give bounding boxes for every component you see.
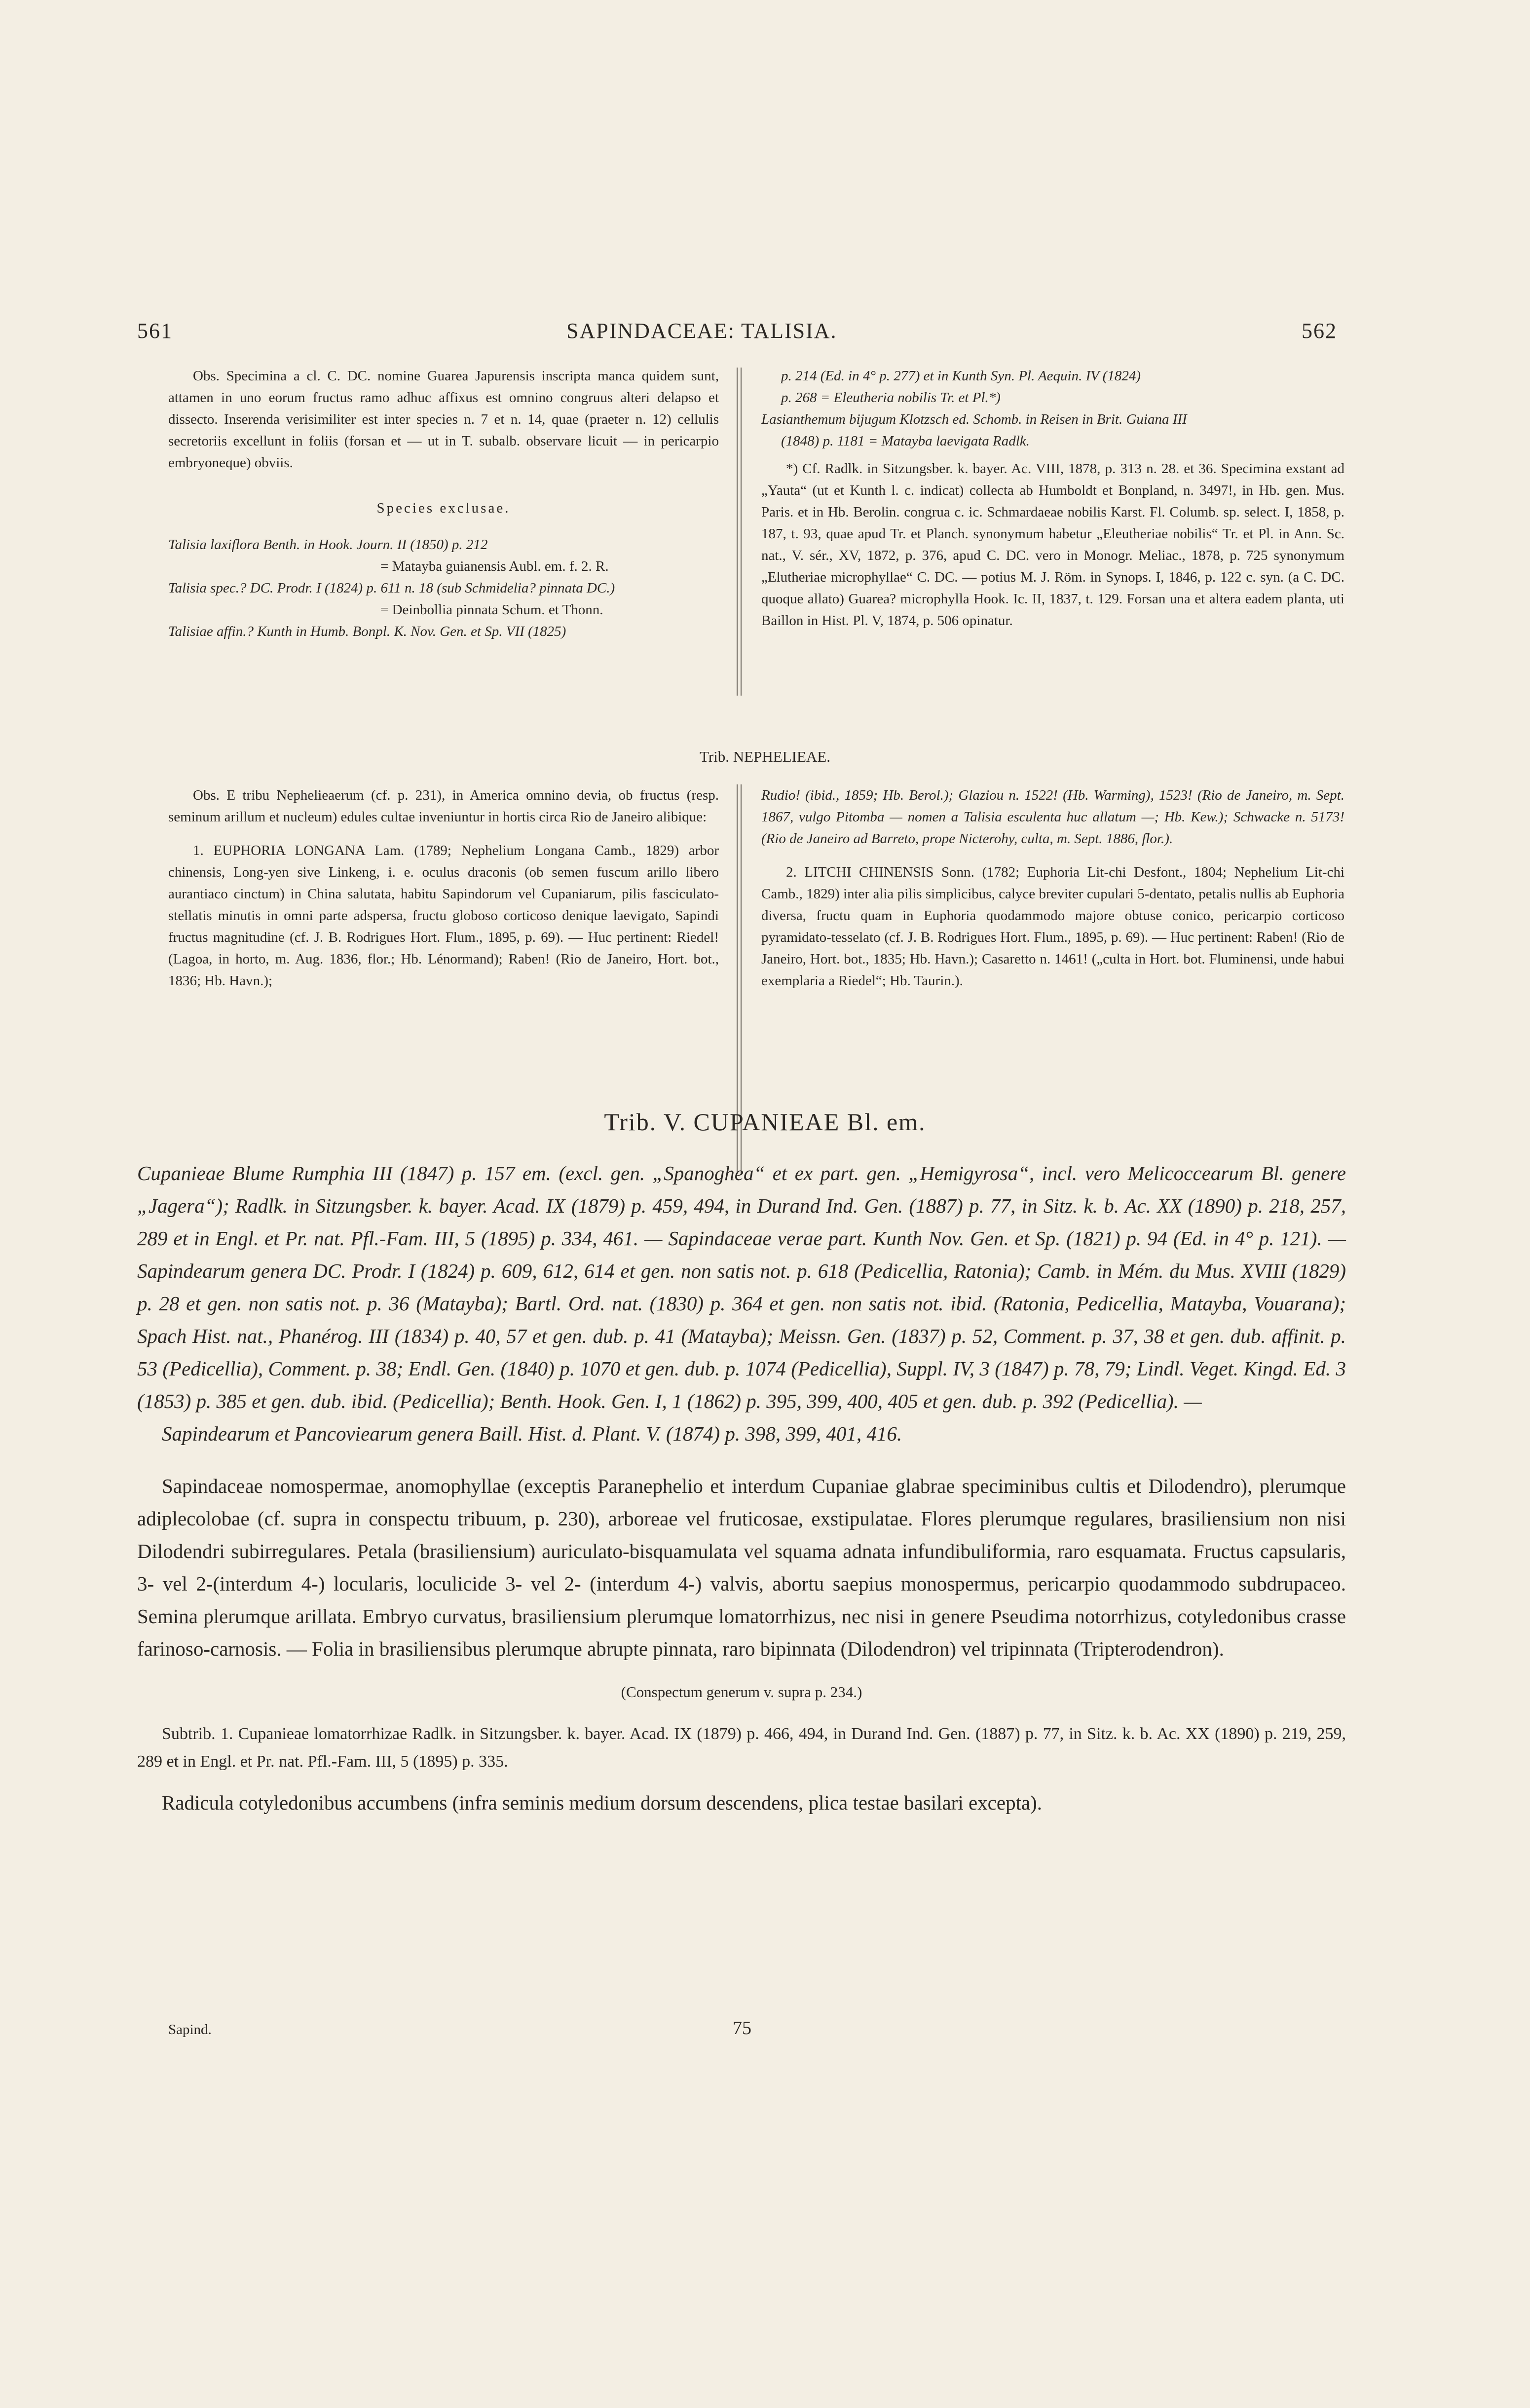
conspectum-note: (Conspectum generum v. supra p. 234.) — [621, 1683, 862, 1701]
excluded-species-1-synonym: = Matayba guianensis Aubl. em. f. 2. R. — [380, 558, 609, 574]
cupanieae-heading: Trib. V. CUPANIEAE Bl. em. — [604, 1108, 926, 1136]
radicula-sentence: Radicula cotyledonibus accumbens (infra seminis medium dorsum descendens, plica testae basilari excepta). — [162, 1791, 1043, 1814]
column-rule — [737, 368, 738, 696]
nephelieae-left-column — [168, 784, 719, 992]
excluded-species-2: Talisia spec.? DC. Prodr. I (1824) p. 611 n. 18 (sub Schmidelia? pinnata DC.) — [168, 580, 615, 596]
page-number-left: 561 — [137, 319, 173, 343]
nephelieae-heading: Trib. NEPHELIEAE. — [700, 748, 830, 765]
excluded-species-3: Talisiae affin.? Kunth in Humb. Bonpl. K. Nov. Gen. et Sp. VII (1825) — [168, 624, 566, 639]
excluded-species-1: Talisia laxiflora Benth. in Hook. Journ. II (1850) p. 212 — [168, 537, 488, 553]
cupanieae-synonymy-continued: Sapindearum et Pancoviearum genera Baill. Hist. d. Plant. V. (1874) p. 398, 399, 401, 416. — [162, 1422, 902, 1445]
nephelieae-right-column — [761, 784, 1344, 992]
page-number-right: 562 — [1302, 319, 1337, 343]
cupanieae-description: Sapindaceae nomospermae, anomophyllae (exceptis Paranephelio et interdum Cupaniae glabrae speciminibus cultis et Dilodendro), plerumque adiplecolobae (cf. supra in conspectu tribuum, p. 230), arboreae vel fruticosae, exstipulatae. Flores plerumque regulares, brasiliensium non nisi Dilodendri subirregulares. Petala (brasiliensium) auriculato-bisquamulata vel squama adnata infundibuliformia, raro esquamata. Fructus capsularis, 3- vel 2-(interdum 4-) locularis, loculicide 3- vel 2- (interdum 4-) valvis, abortu saepius monospermus, pericarpio quodammodo subdrupaceo. Semina plerumque arillata. Embryo curvatus, brasiliensium plerumque lomatorrhizus, nec nisi in genere Pseudima notorrhizus, cotyledonibus crasse farinoso-carnosis. — Folia in brasiliensibus plerumque abrupte pinnata, raro bipinnata (Dilodendron) vel tripinnata (Tripterodendron). — [137, 1475, 1346, 1660]
subtribe-1-heading: Subtrib. 1. Cupanieae lomatorrhizae Radlk. in Sitzungsber. k. bayer. Acad. IX (1879) p. 466, 494, in Durand Ind. Gen. (1887) p. 77, in Sitz. k. b. Ac. XX (1890) p. 219, 259, 289 et in Engl. et Pr. nat. Pfl.-Fam. III, 5 (1895) p. 335. — [137, 1725, 1346, 1771]
footnote: *) Cf. Radlk. in Sitzungsber. k. bayer. Ac. VIII, 1878, p. 313 n. 28. et 36. Specimina exstant ad „Yauta“ (ut et Kunth l. c. indicat) collecta ab Humboldt et Bonpland, n. 3497!, in Hb. gen. Mus. Paris. et in Hb. Berolin. congrua c. ic. Schmardaeae nobilis Karst. Fl. Columb. sp. select. I, 1858, p. 187, t. 93, quae apud Tr. et Planch. synonymum habetur „Eleutheriae nobilis“ Tr. et Pl. in Ann. Sc. nat., V. sér., XV, 1872, p. 376, apud C. DC. vero in Monogr. Meliac., 1878, p. 725 synonymum „Elutheriae microphyllae“ C. DC. — potius M. J. Röm. in Synops. I, 1846, p. 122 c. syn. (a C. DC. quoque allato) Guarea? microphylla Hook. Ic. II, 1837, t. 129. Forsan una et altera eadem planta, uti Baillon in Hist. Pl. V, 1874, p. 506 opinatur. — [761, 461, 1344, 629]
cupanieae-body — [137, 1157, 1346, 1819]
top-left-column — [168, 365, 719, 642]
running-title: SAPINDACEAE: TALISIA. — [566, 319, 837, 343]
kunth-citation-line: p. 268 = Eleutheria nobilis Tr. et Pl.*) — [781, 390, 1001, 406]
obs-paragraph: Obs. Specimina a cl. C. DC. nomine Guarea Japurensis inscripta manca quidem sunt, attamen in uno eorum fructus ramo adhuc affixus est omnino congruus alteri delapso et dissecto. Inserenda verisimiliter est inter species n. 7 et n. 14, quae (praeter n. 12) cellulis secretoriis excellunt in foliis (forsan et — ut in T. subalb. observare licuit — in pericarpio embryoneque) obviis. — [168, 368, 719, 471]
lasianthemum-line: (1848) p. 1181 = Matayba laevigata Radlk. — [781, 433, 1030, 449]
excluded-species-2-synonym: = Deinbollia pinnata Schum. et Thonn. — [380, 602, 603, 618]
litchi-chinensis-entry: 2. LITCHI CHINENSIS Sonn. (1782; Euphoria Lit-chi Desfont., 1804; Nephelium Lit-chi Camb., 1829) inter alia pilis simplicibus, calyce breviter cupulari 5-dentato, petalis nullis ab Euphoria diversa, fructu quam in Euphoria quodammodo majore obtuse conico, pericarpio corticoso pyramidato-tesselato (cf. J. B. Rodrigues Hort. Flum., 1895, p. 69). — Huc pertinent: Raben! (Rio de Janeiro, Hort. bot., 1835; Hb. Havn.); Casaretto n. 1461! („culta in Hort. bot. Fluminensi, unde habui exemplaria a Riedel“; Hb. Taurin.). — [761, 864, 1344, 989]
sheet-number: 75 — [733, 2018, 751, 2038]
lasianthemum-line: Lasianthemum bijugum Klotzsch ed. Schomb. in Reisen in Brit. Guiana III — [761, 411, 1187, 427]
euphoria-longana-entry: 1. EUPHORIA LONGANA Lam. (1789; Nephelium Longana Camb., 1829) arbor chinensis, Long-yen sive Linkeng, i. e. oculus draconis (ob semen fuscum arillo libero aurantiaco cinctum) in China salutata, habitu Sapindorum vel Cupaniarum, pilis fasciculato-stellatis minutis in omni parte adspersa, fructu globoso corticoso denique laevigato, Sapindi fructus magnitudine (cf. J. B. Rodrigues Hort. Flum., 1895, p. 69). — Huc pertinent: Riedel! (Lagoa, in horto, m. Aug. 1836, flor.; Hb. Lénormand); Raben! (Rio de Janeiro, Hort. bot., 1836; Hb. Havn.); — [168, 843, 719, 989]
signature-mark: Sapind. — [168, 2022, 212, 2038]
euphoria-continuation: Rudio! (ibid., 1859; Hb. Berol.); Glaziou n. 1522! (Hb. Warming), 1523! (Rio de Janeiro, m. Sept. 1867, vulgo Pitomba — nomen a Talisia esculenta huc allatum —; Hb. Kew.); Schwacke n. 5173! (Rio de Janeiro ad Barreto, prope Nicterohy, culta, m. Sept. 1886, flor.). — [761, 787, 1344, 847]
nephelieae-obs: Obs. E tribu Nephelieaerum (cf. p. 231), in America omnino devia, ob fructus (resp. seminum arillum et nucleum) edules cultae inveniuntur in hortis circa Rio de Janeiro alibique: — [168, 787, 719, 825]
species-exclusae-heading: Species exclusae. — [376, 500, 511, 516]
column-rule — [741, 368, 742, 696]
top-right-column — [761, 365, 1344, 631]
cupanieae-synonymy: Cupanieae Blume Rumphia III (1847) p. 157 em. (excl. gen. „Spanoghea“ et ex part. gen. „Hemigyrosa“, incl. vero Melicoccearum Bl. genere „Jagera“); Radlk. in Sitzungsber. k. bayer. Acad. IX (1879) p. 459, 494, in Durand Ind. Gen. (1887) p. 77, in Sitz. k. b. Ac. XX (1890) p. 218, 257, 289 et in Engl. et Pr. nat. Pfl.-Fam. III, 5 (1895) p. 334, 461. — Sapindaceae verae part. Kunth Nov. Gen. et Sp. (1821) p. 94 (Ed. in 4° p. 121). — Sapindearum genera DC. Prodr. I (1824) p. 609, 612, 614 et gen. non satis not. p. 618 (Pedicellia, Ratonia); Camb. in Mém. du Mus. XVIII (1829) p. 28 et gen. non satis not. p. 36 (Matayba); Bartl. Ord. nat. (1830) p. 364 et gen. non satis not. ibid. (Ratonia, Pedicellia, Matayba, Vouarana); Spach Hist. nat., Phanérog. III (1834) p. 40, 57 et gen. dub. p. 41 (Matayba); Meissn. Gen. (1837) p. 52, Comment. p. 37, 38 et gen. dub. affinit. p. 53 (Pedicellia), Comment. p. 38; Endl. Gen. (1840) p. 1070 et gen. dub. p. 1074 (Pedicellia), Suppl. IV, 3 (1847) p. 78, 79; Lindl. Veget. Kingd. Ed. 3 (1853) p. 385 et gen. dub. ibid. (Pedicellia); Benth. Hook. Gen. I, 1 (1862) p. 395, 399, 400, 405 et gen. dub. p. 392 (Pedicellia). — — [137, 1162, 1346, 1412]
kunth-citation-line: p. 214 (Ed. in 4° p. 277) et in Kunth Syn. Pl. Aequin. IV (1824) — [781, 368, 1141, 384]
